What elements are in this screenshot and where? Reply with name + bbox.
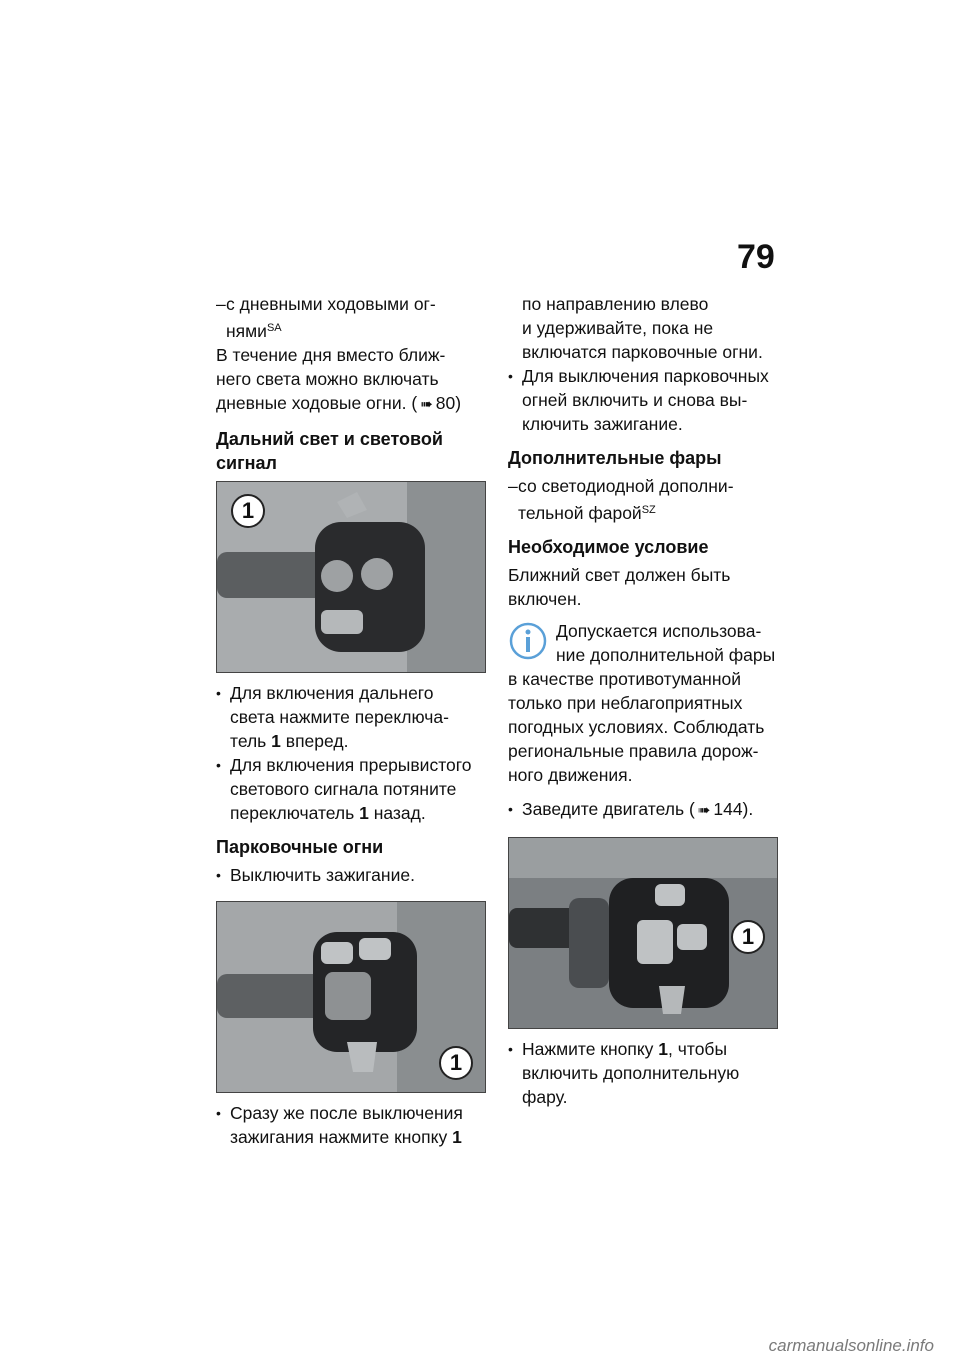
- watermark-footer: carmanualsonline.info: [768, 1336, 934, 1355]
- option-code: SZ: [641, 504, 656, 516]
- page-ref[interactable]: 144).: [713, 799, 754, 819]
- right-column: [508, 292, 783, 1109]
- list-item: • Для включения прерывистого светового сигнала потяните переключатель 1 назад.: [216, 755, 472, 823]
- section-heading: Парковочные огни: [216, 837, 384, 857]
- list-item: • Нажмите кнопку 1, чтобы включить дополнительную фару.: [508, 1039, 740, 1107]
- section-heading: Дополнительные фары: [508, 448, 722, 468]
- list-item: • Выключить зажигание.: [216, 865, 415, 885]
- bullet-icon: •: [216, 1105, 221, 1121]
- figure-parking-light-button: [216, 901, 486, 1093]
- bullet-icon: •: [216, 867, 221, 883]
- bullet-icon: •: [508, 1041, 513, 1057]
- bullet-icon: •: [216, 685, 221, 701]
- option-code: SA: [266, 322, 282, 334]
- list-item: – со светодиодной дополни- тельной фарой$^{SZ}$: [508, 476, 734, 523]
- paragraph: В течение дня вместо ближ- него света можно включать дневные ходовые огни. ( ➠ 80): [216, 343, 496, 417]
- list-item: – с дневными ходовыми ог- нями$^{SA}$: [216, 294, 436, 341]
- bullet-icon: •: [508, 368, 513, 384]
- list-item: • Для включения дальнего света нажмите переключа- тель 1 вперед.: [216, 683, 449, 751]
- paragraph: Ближний свет должен быть включен.: [508, 565, 731, 609]
- list-item: • Сразу же после выключения зажигания нажмите кнопку 1: [216, 1103, 463, 1147]
- paragraph: по направлению влево и удерживайте, пока не включатся парковочные огни.: [522, 294, 763, 362]
- page-ref[interactable]: 80): [435, 393, 462, 413]
- list-item: • Для выключения парковочных огней включить и снова вы- ключить зажигание.: [508, 366, 769, 434]
- callout-number: 1: [731, 920, 765, 954]
- left-column: [216, 292, 496, 1149]
- section-heading: Дальний свет и световой сигнал: [216, 429, 443, 473]
- list-item: • Заведите двигатель ( ➠ 144).: [508, 797, 783, 823]
- info-note: Допускается использова- ние дополнительной фары в качестве противотуманной только при неблагоприятных погодных условиях. Соблюдать региональные правила дорож- ного движения.: [508, 621, 776, 785]
- bullet-icon: •: [216, 757, 221, 773]
- callout-number: 1: [231, 494, 265, 528]
- bullet-icon: •: [508, 801, 513, 817]
- figure-high-beam-switch: [216, 481, 486, 673]
- section-heading: Необходимое условие: [508, 537, 709, 557]
- page-number: 79: [737, 238, 775, 276]
- callout-number: 1: [439, 1046, 473, 1080]
- figure-auxiliary-light-button: [508, 837, 778, 1029]
- info-icon: [508, 621, 548, 661]
- page-ref-arrow-icon: ➠: [697, 802, 711, 819]
- page-ref-arrow-icon: ➠: [420, 396, 433, 413]
